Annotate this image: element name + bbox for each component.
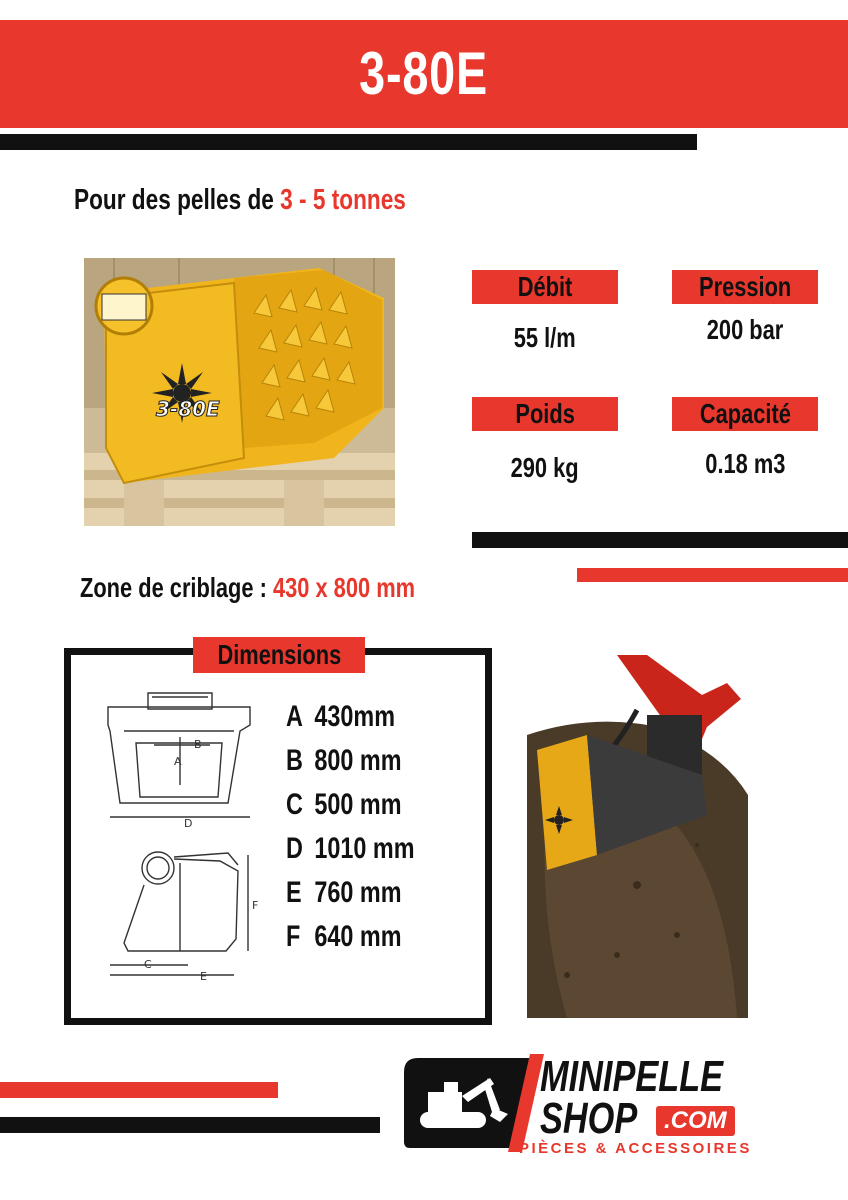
screening-zone — [80, 572, 510, 604]
dimension-row-c: C 500 mm — [286, 788, 402, 821]
spec-label-debit: Débit — [472, 270, 618, 304]
footer-red-stripe — [0, 1082, 278, 1098]
svg-text:C: C — [144, 958, 152, 971]
logo-line-1: MINIPELLE — [540, 1052, 724, 1101]
spec-value-poids: 290 kg — [510, 452, 579, 483]
spec-value-debit: 55 l/m — [514, 322, 576, 353]
logo-line-2: SHOP — [540, 1094, 638, 1143]
subtitle — [74, 184, 499, 217]
logo-tagline: PIÈCES & ACCESSOIRES — [519, 1140, 752, 1157]
screening-zone-value: 430 x 800 mm — [272, 572, 416, 603]
svg-text:F: F — [252, 899, 259, 912]
dimension-row-d: D 1010 mm — [286, 832, 415, 865]
svg-text:E: E — [200, 970, 207, 983]
specs-red-stripe — [577, 568, 848, 582]
spec-value-capacite: 0.18 m3 — [704, 448, 786, 479]
dimensions-title: Dimensions — [193, 637, 365, 673]
header-black-stripe — [0, 134, 697, 150]
spec-value-pression: 200 bar — [706, 314, 784, 345]
excavator-icon — [404, 1052, 544, 1152]
dimension-row-e: E 760 mm — [286, 876, 402, 909]
svg-text:D: D — [184, 817, 193, 830]
spec-label-poids: Poids — [472, 397, 618, 431]
subtitle-prefix: Pour des pelles de — [74, 184, 281, 216]
svg-text:3-80E: 3-80E — [156, 397, 220, 421]
action-photo — [527, 655, 748, 1018]
svg-text:A: A — [174, 755, 182, 768]
specs-black-stripe — [472, 532, 848, 548]
footer-black-stripe — [0, 1117, 380, 1133]
dimension-diagram — [100, 685, 270, 985]
dimension-row-f: F 640 mm — [286, 920, 402, 953]
dimension-row-b: B 800 mm — [286, 744, 402, 777]
spec-label-pression: Pression — [672, 270, 818, 304]
screening-zone-label: Zone de criblage : — [80, 572, 273, 603]
product-photo — [84, 258, 395, 526]
dimension-row-a: A 430mm — [286, 700, 396, 733]
svg-text:B: B — [194, 738, 202, 751]
logo-domain-badge: .COM — [656, 1106, 735, 1136]
tonnage-range: 3 - 5 tonnes — [280, 184, 406, 216]
page-title: 3-80E — [359, 40, 489, 107]
spec-label-capacite: Capacité — [672, 397, 818, 431]
